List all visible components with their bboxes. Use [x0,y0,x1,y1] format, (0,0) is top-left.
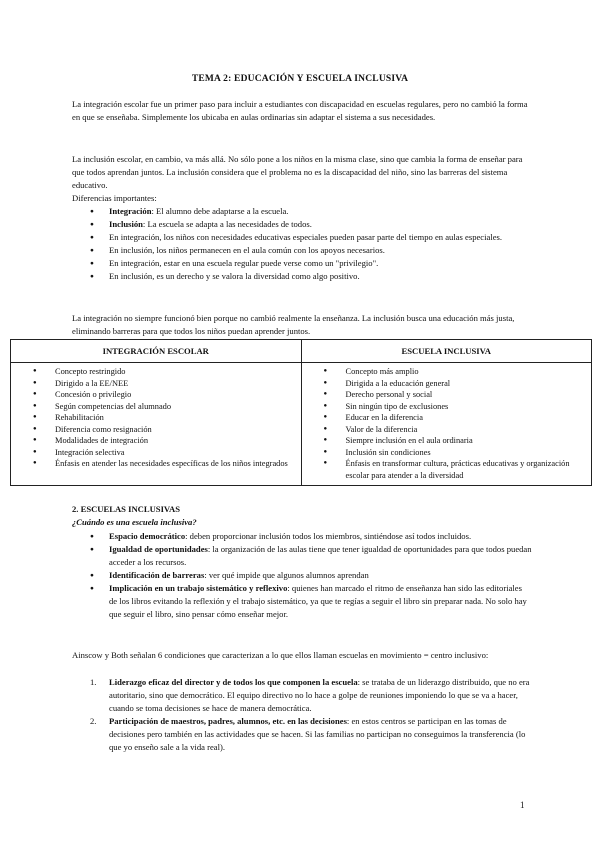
item-text: En inclusión, es un derecho y se valora la diversidad como algo positivo. [109,271,360,281]
integracion-item: ● Énfasis en atender las necesidades específicas de los niños integrados [11,458,301,470]
table-cell-inclusiva [301,363,592,486]
item-term: Inclusión [109,219,143,229]
condition-item [72,676,532,715]
section2-question: ¿Cuándo es una escuela inclusiva? [72,517,197,527]
page-title: TEMA 2: EDUCACIÓN Y ESCUELA INCLUSIVA [191,74,409,84]
comparison-table [10,339,592,486]
item-number: 1. [90,677,97,687]
difference-item [72,205,532,218]
item-term: Implicación en un trabajo sistemático y reflexivo [109,583,288,593]
differences-heading: Diferencias importantes: [72,193,157,203]
section2-heading: 2. ESCUELAS INCLUSIVAS [72,504,181,514]
item-term: Igualdad de oportunidades [109,544,208,554]
integracion-item: ● Diferencia como resignación [11,424,301,436]
integracion-item: ● Concepto restringido [11,366,301,378]
item-text: En inclusión, los niños permanecen en el aula común con los apoyos necesarios. [109,245,385,255]
condition-item [72,715,532,754]
integracion-item: ● Según competencias del alumnado [11,401,301,413]
item-term: Participación de maestros, padres, alumnos, etc. en las decisiones [109,716,347,726]
criteria-item [72,582,532,621]
item-text: En integración, estar en una escuela regular puede verse como un "privilegio". [109,258,379,268]
inclusiva-item: ● Concepto más amplio [302,366,592,378]
criteria-item [72,569,532,582]
table-header-inclusiva: ESCUELA INCLUSIVA [301,340,592,363]
item-text: : se trataba de un liderazgo distribuido, que no era autoritario, sino que democrático. El equipo directivo no lo hace a golpe de reuniones imponiendo lo que se va a hacer, cuando se toma decisiones se hace de manera democrática. [109,677,530,713]
difference-item [72,218,532,231]
summary-paragraph: La integración no siempre funcionó bien porque no cambió realmente la enseñanza. La inclusión busca una educación más justa, eliminando barreras para que todos los niños puedan aprender juntos. [72,313,515,336]
item-term: Identificación de barreras [109,570,205,580]
difference-item [72,270,532,283]
differences-list [72,205,532,283]
ainscow-paragraph: Ainscow y Both señalan 6 condiciones que caracterizan a lo que ellos llaman escuelas en movimiento = centro inclusivo: [72,650,489,660]
integracion-item: ● Integración selectiva [11,447,301,459]
inclusiva-item: ● Sin ningún tipo de exclusiones [302,401,592,413]
integracion-list [11,366,301,470]
integracion-item: ● Rehabilitación [11,412,301,424]
intro-paragraph: La integración escolar fue un primer paso para incluir a estudiantes con discapacidad en escuelas regulares, pero no cambió la forma en que se enseñaba. Simplemente los ubicaba en aulas ordinarias sin adaptar el sistema a sus necesidades. [72,99,528,122]
item-term: Integración [109,206,152,216]
inclusiva-item: ● Valor de la diferencia [302,424,592,436]
table-header-integracion: INTEGRACIÓN ESCOLAR [11,340,302,363]
item-text: : deben proporcionar inclusión todos los miembros, sintiéndose así todos incluidos. [185,531,472,541]
item-term: Espacio democrático [109,531,186,541]
page-number: 1 [520,800,525,810]
difference-item [72,257,532,270]
inclusiva-item: ● Derecho personal y social [302,389,592,401]
conditions-list [72,676,532,754]
inclusiva-item: ● Énfasis en transformar cultura, prácticas educativas y organización escolar para atender a la diversidad [302,458,592,481]
item-term: Liderazgo eficaz del director y de todos los que componen la escuela [109,677,358,687]
integracion-item: ● Concesión o privilegio [11,389,301,401]
item-text: : ver qué impide que algunos alumnos aprendan [204,570,369,580]
section2-list [72,530,532,621]
item-text: : en estos centros se participan en las tomas de decisiones pero también en las actividades que se hacen. Si las familias no participan no conseguimos la transferencia (lo que yo enseño sale a la vida real). [109,716,526,752]
inclusion-paragraph: La inclusión escolar, en cambio, va más allá. No sólo pone a los niños en la misma clase, sino que cambia la forma de enseñar para que todos aprendan juntos. La inclusión considera que el problema no es la discapacidad del niño, sino las barreras del sistema educativo. [72,154,523,190]
item-text: : El alumno debe adaptarse a la escuela. [151,206,289,216]
table-cell-integracion [11,363,302,486]
inclusiva-item: ● Educar en la diferencia [302,412,592,424]
criteria-item [72,530,532,543]
item-number: 2. [90,716,97,726]
difference-item [72,244,532,257]
inclusiva-item: ● Siempre inclusión en el aula ordinaria [302,435,592,447]
inclusiva-item: ● Inclusión sin condiciones [302,447,592,459]
item-text: : quienes han marcado el ritmo de enseñanza han sido las editoriales de los libros evitando la reflexión y el trabajo sistemático, ya que te regías a seguir el libro sin preparar nada. No solo hay que seguir el libro, sino pensar cómo enseñar mejor. [109,583,527,619]
inclusiva-item: ● Dirigida a la educación general [302,378,592,390]
item-text: En integración, los niños con necesidades educativas especiales pueden pasar parte del tiempo en aulas especiales. [109,232,503,242]
integracion-item: ● Dirigido a la EE/NEE [11,378,301,390]
inclusiva-list [302,366,592,481]
integracion-item: ● Modalidades de integración [11,435,301,447]
criteria-item [72,543,532,569]
difference-item [72,231,532,244]
item-text: : la organización de las aulas tiene que tener igualdad de oportunidades para que todos puedan acceder a los recursos. [109,544,532,567]
item-text: : La escuela se adapta a las necesidades de todos. [142,219,312,229]
